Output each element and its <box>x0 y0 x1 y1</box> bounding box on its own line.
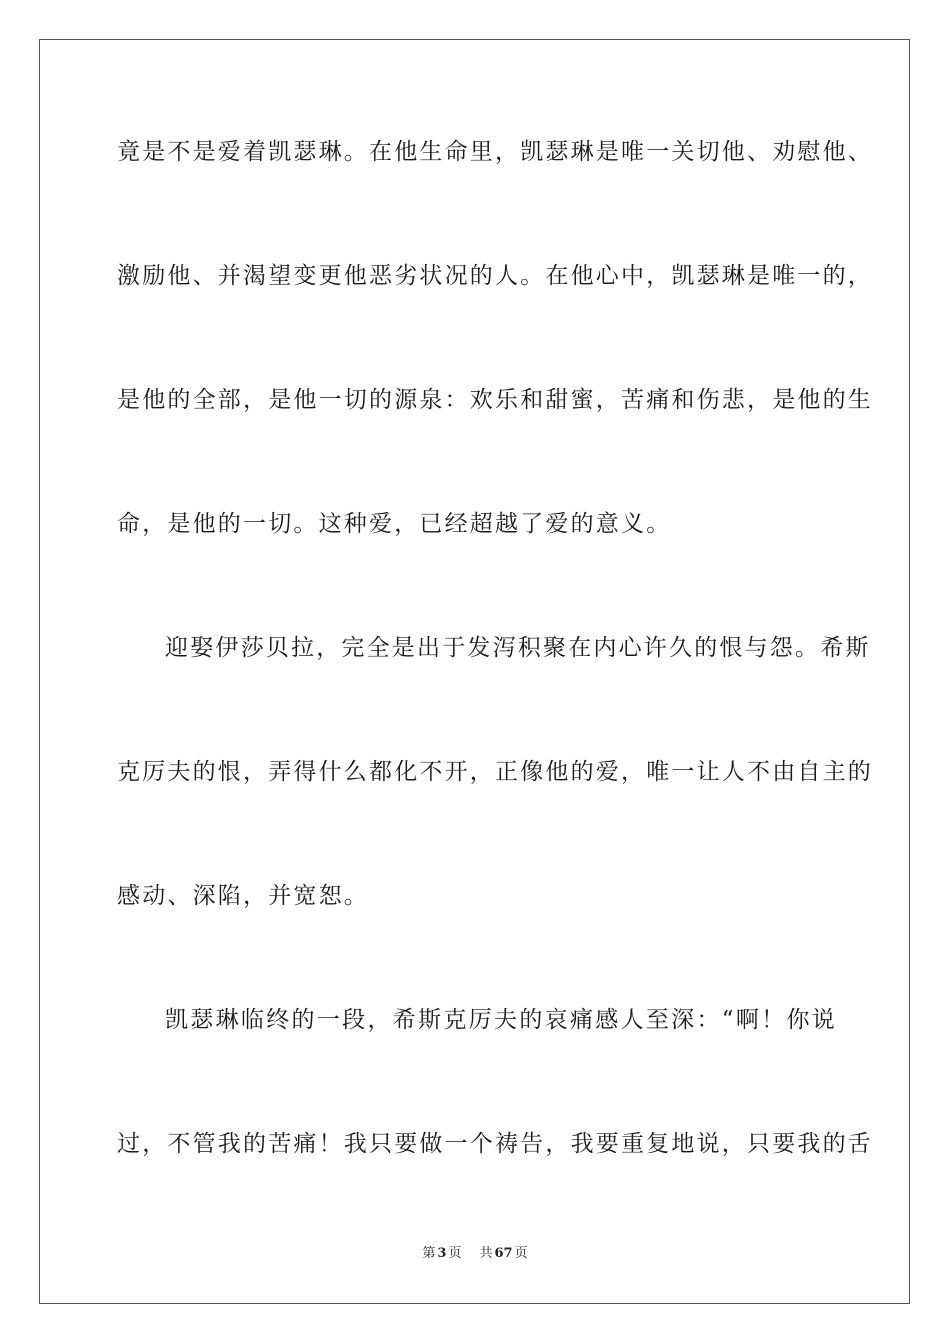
body-text-line: 命，是他的一切。这种爱，已经超越了爱的意义。 <box>117 511 672 537</box>
page-frame <box>39 39 910 1304</box>
body-text-line: 感动、深陷，并宽恕。 <box>117 883 369 909</box>
body-text-line: 克厉夫的恨，弄得什么都化不开，正像他的爱，唯一让人不由自主的 <box>117 759 873 785</box>
page-suffix: 页 <box>448 1246 462 1261</box>
total-suffix: 页 <box>514 1246 528 1261</box>
page-footer <box>0 1246 950 1262</box>
paragraph-first-line: 迎娶伊莎贝拉，完全是出于发泻积聚在内心许久的恨与怨。希斯 <box>165 635 871 661</box>
page-prefix: 第 <box>422 1246 436 1261</box>
paragraph-first-line: 凯瑟琳临终的一段，希斯克厉夫的哀痛感人至深：“啊！你说 <box>165 1007 837 1033</box>
body-text-line: 是他的全部，是他一切的源泉：欢乐和甜蜜，苦痛和伤悲，是他的生 <box>117 387 873 413</box>
page-number: 3 <box>437 1246 447 1261</box>
body-text-line: 激励他、并渴望变更他恶劣状况的人。在他心中，凯瑟琳是唯一的， <box>117 263 873 289</box>
total-pages: 67 <box>494 1246 513 1261</box>
total-prefix: 共 <box>479 1246 493 1261</box>
body-text-line: 竟是不是爱着凯瑟琳。在他生命里，凯瑟琳是唯一关切他、劝慰他、 <box>117 139 873 165</box>
body-text-line: 过，不管我的苦痛！我只要做一个祷告，我要重复地说，只要我的舌 <box>117 1131 873 1157</box>
